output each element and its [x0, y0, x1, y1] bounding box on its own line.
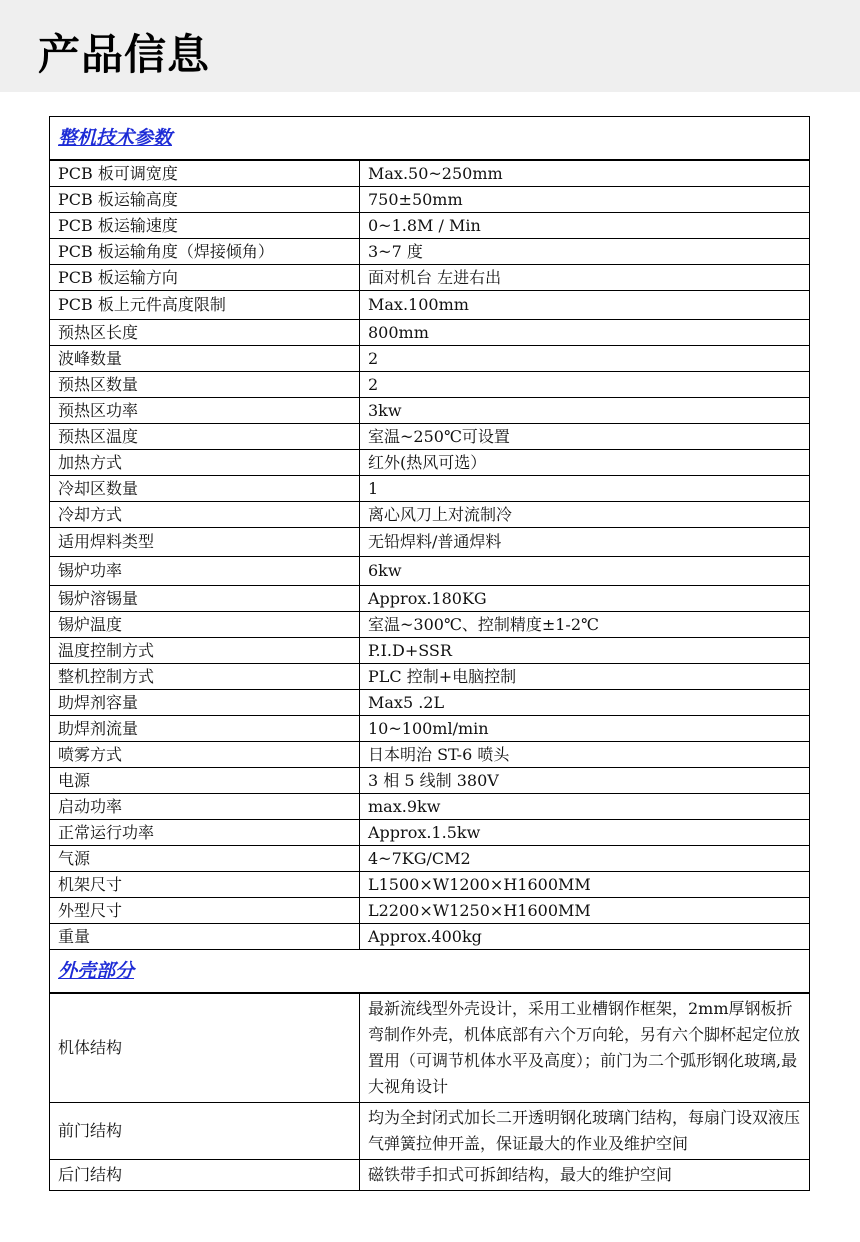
section-title: 外壳部分	[58, 959, 135, 982]
row-value: 800mm	[360, 320, 810, 346]
row-label: 冷却方式	[50, 502, 360, 528]
table-row	[50, 586, 810, 612]
row-label: 锡炉温度	[50, 612, 360, 638]
row-value: Approx.180KG	[360, 586, 810, 612]
row-value: L1500×W1200×H1600MM	[360, 872, 810, 898]
table-row	[50, 265, 810, 291]
table-row	[50, 398, 810, 424]
row-value: 日本明治 ST-6 喷头	[360, 742, 810, 768]
row-value: 2	[360, 346, 810, 372]
table-row	[50, 638, 810, 664]
row-value: 3 相 5 线制 380V	[360, 768, 810, 794]
row-value: 室温~250℃可设置	[360, 424, 810, 450]
row-value: 3~7 度	[360, 239, 810, 265]
row-label: 前门结构	[50, 1103, 360, 1160]
table-row	[50, 450, 810, 476]
row-value: 4~7KG/CM2	[360, 846, 810, 872]
table-row	[50, 372, 810, 398]
table-row	[50, 820, 810, 846]
page-title: 产品信息	[38, 30, 211, 79]
row-label: PCB 板运输高度	[50, 187, 360, 213]
row-label: 气源	[50, 846, 360, 872]
row-value: L2200×W1250×H1600MM	[360, 898, 810, 924]
row-label: 助焊剂容量	[50, 690, 360, 716]
row-label: 后门结构	[50, 1160, 360, 1191]
row-value: PLC 控制+电脑控制	[360, 664, 810, 690]
row-label: 锡炉功率	[50, 557, 360, 586]
table-row	[50, 664, 810, 690]
table-row	[50, 742, 810, 768]
row-value: 1	[360, 476, 810, 502]
row-label: 预热区温度	[50, 424, 360, 450]
row-value: 3kw	[360, 398, 810, 424]
table-row	[50, 898, 810, 924]
row-label: 锡炉溶锡量	[50, 586, 360, 612]
section-header	[50, 117, 810, 161]
row-label: 助焊剂流量	[50, 716, 360, 742]
row-label: 预热区功率	[50, 398, 360, 424]
row-label: 正常运行功率	[50, 820, 360, 846]
row-label: 电源	[50, 768, 360, 794]
row-label: 冷却区数量	[50, 476, 360, 502]
row-value: 红外(热风可选）	[360, 450, 810, 476]
table-row	[50, 612, 810, 638]
table-row	[50, 239, 810, 265]
row-value: 无铅焊料/普通焊料	[360, 528, 810, 557]
table-row	[50, 476, 810, 502]
row-label: PCB 板可调宽度	[50, 160, 360, 187]
row-value: 0~1.8M / Min	[360, 213, 810, 239]
row-label: PCB 板运输角度（焊接倾角）	[50, 239, 360, 265]
row-value: P.I.D+SSR	[360, 638, 810, 664]
row-value: Max.100mm	[360, 291, 810, 320]
row-value: max.9kw	[360, 794, 810, 820]
table-row	[50, 768, 810, 794]
table-row	[50, 424, 810, 450]
row-value: 面对机台 左进右出	[360, 265, 810, 291]
table-row	[50, 187, 810, 213]
table-row	[50, 320, 810, 346]
row-value: 750±50mm	[360, 187, 810, 213]
table-row	[50, 213, 810, 239]
row-value: 室温~300℃、控制精度±1-2℃	[360, 612, 810, 638]
row-label: PCB 板上元件高度限制	[50, 291, 360, 320]
row-label: 外型尺寸	[50, 898, 360, 924]
row-label: 预热区数量	[50, 372, 360, 398]
section-title: 整机技术参数	[58, 126, 173, 149]
section-header	[50, 950, 810, 994]
row-value: 6kw	[360, 557, 810, 586]
row-value: 磁铁带手扣式可拆卸结构，最大的维护空间	[360, 1160, 810, 1191]
row-label: 预热区长度	[50, 320, 360, 346]
table-row	[50, 690, 810, 716]
table-row	[50, 924, 810, 950]
spec-table	[49, 116, 810, 1191]
row-label: 机体结构	[50, 993, 360, 1103]
row-value: 均为全封闭式加长二开透明钢化玻璃门结构，每扇门设双液压气弹簧拉伸开盖，保证最大的作业及维护空间	[360, 1103, 810, 1160]
table-row	[50, 291, 810, 320]
row-label: 波峰数量	[50, 346, 360, 372]
table-row	[50, 1103, 810, 1160]
row-label: PCB 板运输方向	[50, 265, 360, 291]
row-label: 整机控制方式	[50, 664, 360, 690]
table-row	[50, 160, 810, 187]
table-row	[50, 993, 810, 1103]
row-value: Approx.1.5kw	[360, 820, 810, 846]
table-row	[50, 557, 810, 586]
page-header	[0, 0, 860, 92]
row-value: Max.50~250mm	[360, 160, 810, 187]
table-row	[50, 794, 810, 820]
table-row	[50, 872, 810, 898]
row-label: 加热方式	[50, 450, 360, 476]
table-row	[50, 1160, 810, 1191]
row-label: 适用焊料类型	[50, 528, 360, 557]
row-label: 机架尺寸	[50, 872, 360, 898]
row-label: 温度控制方式	[50, 638, 360, 664]
row-label: 启动功率	[50, 794, 360, 820]
table-row	[50, 716, 810, 742]
table-row	[50, 346, 810, 372]
row-value: Max5 .2L	[360, 690, 810, 716]
row-label: 重量	[50, 924, 360, 950]
table-row	[50, 528, 810, 557]
row-value: 离心风刀上对流制冷	[360, 502, 810, 528]
row-value: 最新流线型外壳设计，采用工业槽钢作框架，2mm厚钢板折弯制作外壳，机体底部有六个万向轮，另有六个脚杯起定位放置用（可调节机体水平及高度）；前门为二个弧形钢化玻璃,最大视角设计	[360, 993, 810, 1103]
row-value: 10~100ml/min	[360, 716, 810, 742]
row-label: 喷雾方式	[50, 742, 360, 768]
row-value: 2	[360, 372, 810, 398]
row-label: PCB 板运输速度	[50, 213, 360, 239]
row-value: Approx.400kg	[360, 924, 810, 950]
table-row	[50, 502, 810, 528]
table-row	[50, 846, 810, 872]
